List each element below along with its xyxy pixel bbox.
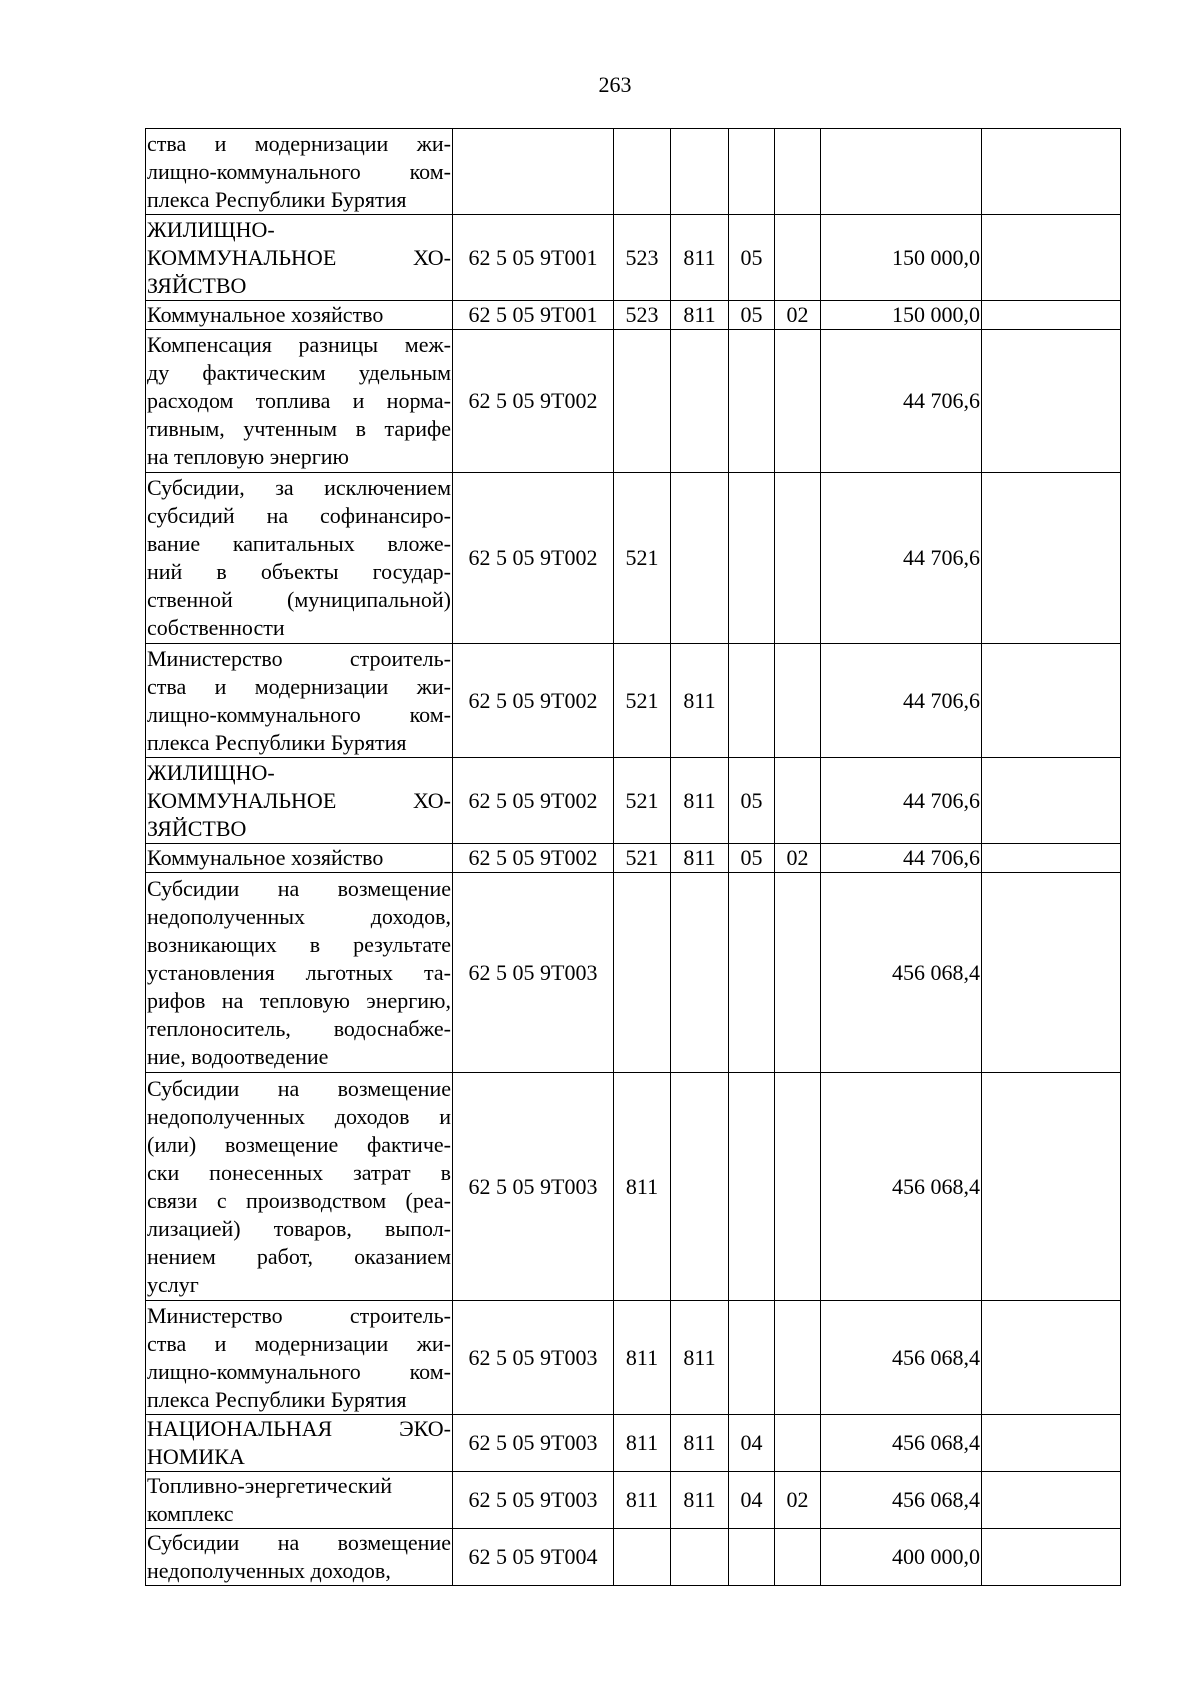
extra-cell xyxy=(982,1529,1121,1586)
amount-cell: 456 068,4 xyxy=(821,1301,982,1415)
item-name-line: ЖИЛИЩНО- xyxy=(147,216,275,242)
item-name-line: Коммунальное хозяйство xyxy=(147,845,384,870)
page-number: 263 xyxy=(598,72,632,97)
section-cell xyxy=(729,1529,775,1586)
target-article-cell: 62 5 05 9Т003 xyxy=(453,1073,614,1301)
item-name-line: Министерство строитель- xyxy=(147,1302,451,1328)
item-name-line: Субсидии на возмещение xyxy=(147,1530,451,1555)
subsection-cell xyxy=(775,473,821,644)
section-cell xyxy=(729,1073,775,1301)
section-cell xyxy=(729,129,775,215)
subsection-cell xyxy=(775,1529,821,1586)
target-article-cell: 62 5 05 9Т001 xyxy=(453,301,614,330)
item-name-cell xyxy=(146,1529,453,1586)
item-name-cell xyxy=(146,330,453,473)
item-name-line: Топливно-энергетический xyxy=(147,1473,393,1498)
target-article-cell: 62 5 05 9Т003 xyxy=(453,1301,614,1415)
ministry-code-cell: 811 xyxy=(671,1472,729,1529)
amount-cell: 44 706,6 xyxy=(821,644,982,758)
item-name-line: комплекс xyxy=(147,1501,234,1526)
table-row xyxy=(146,644,1121,758)
item-name-line: ственной (муниципальной) xyxy=(147,587,451,612)
extra-cell xyxy=(982,330,1121,473)
expense-type-cell: 811 xyxy=(614,1472,671,1529)
subsection-cell xyxy=(775,129,821,215)
item-name-cell xyxy=(146,473,453,644)
ministry-code-cell: 811 xyxy=(671,758,729,844)
item-name-line: лищно-коммунального ком- xyxy=(147,158,451,184)
subsection-cell xyxy=(775,873,821,1073)
item-name-line: собственности xyxy=(147,615,285,640)
item-name-cell xyxy=(146,758,453,844)
expense-type-cell: 523 xyxy=(614,301,671,330)
budget-table xyxy=(145,128,1121,1586)
section-cell: 04 xyxy=(729,1415,775,1472)
target-article-cell: 62 5 05 9Т004 xyxy=(453,1529,614,1586)
item-name-line: НОМИКА xyxy=(147,1444,245,1469)
table-row xyxy=(146,330,1121,473)
subsection-cell: 02 xyxy=(775,301,821,330)
item-name-line: установления льготных та- xyxy=(147,959,451,985)
subsection-cell: 02 xyxy=(775,844,821,873)
expense-type-cell: 811 xyxy=(614,1301,671,1415)
subsection-cell xyxy=(775,1415,821,1472)
target-article-cell: 62 5 05 9Т002 xyxy=(453,844,614,873)
extra-cell xyxy=(982,844,1121,873)
item-name-line: Компенсация разницы меж- xyxy=(147,332,451,357)
extra-cell xyxy=(982,129,1121,215)
item-name-cell xyxy=(146,215,453,301)
section-cell xyxy=(729,644,775,758)
amount-cell: 44 706,6 xyxy=(821,473,982,644)
item-name-line: ства и модернизации жи- xyxy=(147,130,451,156)
amount-cell: 456 068,4 xyxy=(821,873,982,1073)
item-name-line: вание капитальных вложе- xyxy=(147,531,451,556)
amount-cell: 456 068,4 xyxy=(821,1073,982,1301)
amount-cell xyxy=(821,129,982,215)
item-name-line: недополученных доходов и xyxy=(147,1103,451,1129)
item-name-line: связи с производством (реа- xyxy=(147,1187,451,1213)
ministry-code-cell xyxy=(671,473,729,644)
item-name-line: (или) возмещение фактиче- xyxy=(147,1131,451,1157)
item-name-line: ЖИЛИЩНО- xyxy=(147,759,275,785)
target-article-cell: 62 5 05 9Т002 xyxy=(453,473,614,644)
ministry-code-cell xyxy=(671,129,729,215)
ministry-code-cell: 811 xyxy=(671,644,729,758)
item-name-cell xyxy=(146,301,453,330)
amount-cell: 44 706,6 xyxy=(821,844,982,873)
item-name-line: плекса Республики Бурятия xyxy=(147,186,407,212)
ministry-code-cell: 811 xyxy=(671,301,729,330)
table-row xyxy=(146,758,1121,844)
subsection-cell xyxy=(775,758,821,844)
target-article-cell: 62 5 05 9Т003 xyxy=(453,1472,614,1529)
item-name-line: нением работ, оказанием xyxy=(147,1243,451,1269)
item-name-line: ние, водоотведение xyxy=(147,1043,329,1069)
extra-cell xyxy=(982,758,1121,844)
item-name-cell xyxy=(146,129,453,215)
table-row xyxy=(146,1415,1121,1472)
target-article-cell: 62 5 05 9Т002 xyxy=(453,758,614,844)
section-cell: 04 xyxy=(729,1472,775,1529)
amount-cell: 400 000,0 xyxy=(821,1529,982,1586)
extra-cell xyxy=(982,1073,1121,1301)
amount-cell: 150 000,0 xyxy=(821,301,982,330)
subsection-cell xyxy=(775,1301,821,1415)
extra-cell xyxy=(982,873,1121,1073)
item-name-line: НАЦИОНАЛЬНАЯ ЭКО- xyxy=(147,1416,451,1441)
item-name-line: рифов на тепловую энергию, xyxy=(147,987,451,1013)
budget-table-body xyxy=(146,129,1121,1586)
item-name-line: расходом топлива и норма- xyxy=(147,388,451,413)
section-cell xyxy=(729,330,775,473)
target-article-cell: 62 5 05 9Т003 xyxy=(453,1415,614,1472)
extra-cell xyxy=(982,1415,1121,1472)
subsection-cell xyxy=(775,330,821,473)
item-name-line: возникающих в результате xyxy=(147,931,451,957)
expense-type-cell: 521 xyxy=(614,473,671,644)
item-name-line: ски понесенных затрат в xyxy=(147,1159,451,1185)
amount-cell: 150 000,0 xyxy=(821,215,982,301)
table-row xyxy=(146,844,1121,873)
target-article-cell xyxy=(453,129,614,215)
section-cell: 05 xyxy=(729,301,775,330)
item-name-line: на тепловую энергию xyxy=(147,444,349,469)
ministry-code-cell: 811 xyxy=(671,1301,729,1415)
item-name-line: лизацией) товаров, выпол- xyxy=(147,1215,451,1241)
table-row xyxy=(146,129,1121,215)
item-name-line: Субсидии, за исключением xyxy=(147,475,451,500)
ministry-code-cell xyxy=(671,1529,729,1586)
target-article-cell: 62 5 05 9Т003 xyxy=(453,873,614,1073)
expense-type-cell: 521 xyxy=(614,644,671,758)
expense-type-cell: 811 xyxy=(614,1415,671,1472)
extra-cell xyxy=(982,1472,1121,1529)
table-row xyxy=(146,1529,1121,1586)
item-name-line: КОММУНАЛЬНОЕ ХО- xyxy=(147,244,451,270)
section-cell: 05 xyxy=(729,215,775,301)
target-article-cell: 62 5 05 9Т002 xyxy=(453,330,614,473)
item-name-line: Субсидии на возмещение xyxy=(147,1075,451,1101)
subsection-cell xyxy=(775,1073,821,1301)
table-row xyxy=(146,1472,1121,1529)
ministry-code-cell: 811 xyxy=(671,1415,729,1472)
item-name-line: недополученных доходов, xyxy=(147,903,451,929)
item-name-line: Министерство строитель- xyxy=(147,645,451,671)
item-name-line: лищно-коммунального ком- xyxy=(147,1358,451,1384)
expense-type-cell xyxy=(614,1529,671,1586)
item-name-cell xyxy=(146,844,453,873)
extra-cell xyxy=(982,473,1121,644)
section-cell xyxy=(729,1301,775,1415)
item-name-line: ду фактическим удельным xyxy=(147,360,451,385)
section-cell: 05 xyxy=(729,844,775,873)
target-article-cell: 62 5 05 9Т001 xyxy=(453,215,614,301)
section-cell: 05 xyxy=(729,758,775,844)
amount-cell: 44 706,6 xyxy=(821,330,982,473)
subsection-cell xyxy=(775,644,821,758)
item-name-line: плекса Республики Бурятия xyxy=(147,1386,407,1412)
expense-type-cell: 811 xyxy=(614,1073,671,1301)
item-name-line: ЗЯЙСТВО xyxy=(147,272,247,298)
item-name-line: КОММУНАЛЬНОЕ ХО- xyxy=(147,787,451,813)
item-name-line: тивным, учтенным в тарифе xyxy=(147,416,451,441)
subsection-cell xyxy=(775,215,821,301)
target-article-cell: 62 5 05 9Т002 xyxy=(453,644,614,758)
item-name-cell xyxy=(146,644,453,758)
ministry-code-cell xyxy=(671,873,729,1073)
expense-type-cell: 521 xyxy=(614,758,671,844)
expense-type-cell: 523 xyxy=(614,215,671,301)
table-row xyxy=(146,1301,1121,1415)
table-row xyxy=(146,473,1121,644)
ministry-code-cell xyxy=(671,1073,729,1301)
ministry-code-cell: 811 xyxy=(671,215,729,301)
item-name-line: услуг xyxy=(147,1271,199,1297)
table-row xyxy=(146,873,1121,1073)
section-cell xyxy=(729,873,775,1073)
item-name-line: недополученных доходов, xyxy=(147,1558,391,1583)
item-name-line: ства и модернизации жи- xyxy=(147,1330,451,1356)
item-name-line: Субсидии на возмещение xyxy=(147,875,451,901)
section-cell xyxy=(729,473,775,644)
table-row xyxy=(146,1073,1121,1301)
item-name-line: теплоноситель, водоснабже- xyxy=(147,1015,451,1041)
expense-type-cell xyxy=(614,330,671,473)
expense-type-cell: 521 xyxy=(614,844,671,873)
extra-cell xyxy=(982,301,1121,330)
item-name-cell xyxy=(146,1415,453,1472)
table-row xyxy=(146,301,1121,330)
item-name-cell xyxy=(146,873,453,1073)
item-name-line: ства и модернизации жи- xyxy=(147,673,451,699)
item-name-cell xyxy=(146,1472,453,1529)
expense-type-cell xyxy=(614,129,671,215)
item-name-line: плекса Республики Бурятия xyxy=(147,729,407,755)
subsection-cell: 02 xyxy=(775,1472,821,1529)
item-name-line: субсидий на софинансиро- xyxy=(147,503,451,528)
amount-cell: 44 706,6 xyxy=(821,758,982,844)
item-name-line: лищно-коммунального ком- xyxy=(147,701,451,727)
extra-cell xyxy=(982,1301,1121,1415)
expense-type-cell xyxy=(614,873,671,1073)
amount-cell: 456 068,4 xyxy=(821,1472,982,1529)
table-row xyxy=(146,215,1121,301)
item-name-cell xyxy=(146,1301,453,1415)
extra-cell xyxy=(982,644,1121,758)
item-name-cell xyxy=(146,1073,453,1301)
ministry-code-cell xyxy=(671,330,729,473)
item-name-line: ний в объекты государ- xyxy=(147,559,451,584)
amount-cell: 456 068,4 xyxy=(821,1415,982,1472)
item-name-line: ЗЯЙСТВО xyxy=(147,815,247,841)
extra-cell xyxy=(982,215,1121,301)
item-name-line: Коммунальное хозяйство xyxy=(147,302,384,327)
ministry-code-cell: 811 xyxy=(671,844,729,873)
